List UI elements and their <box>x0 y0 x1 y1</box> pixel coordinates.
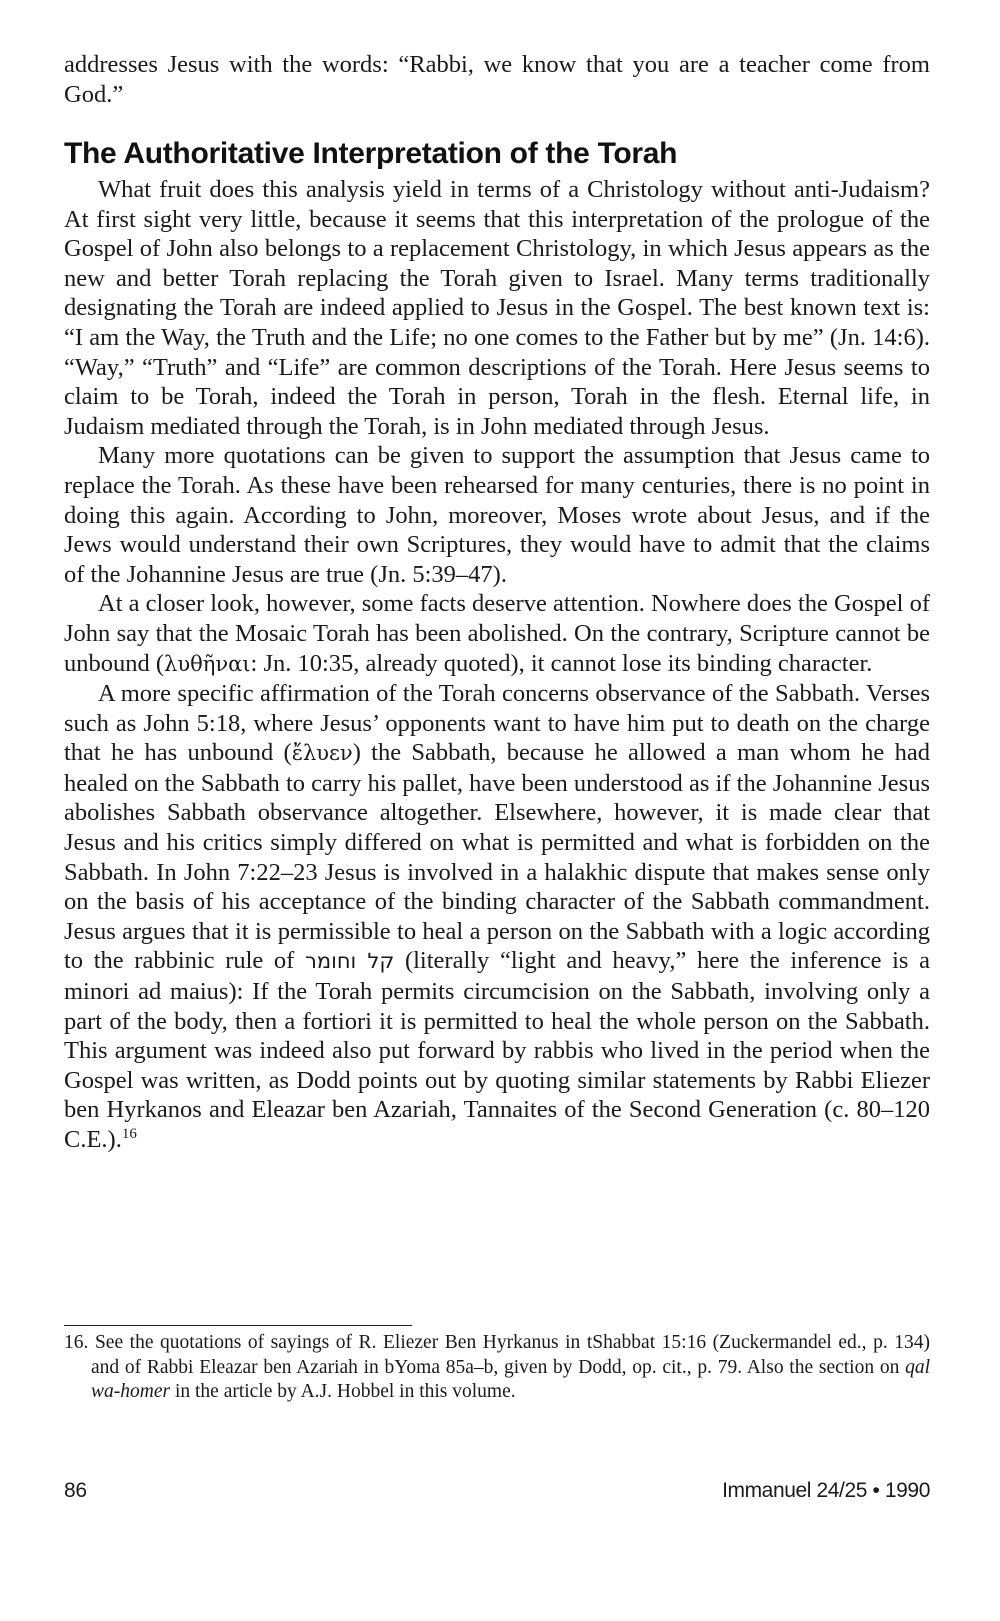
paragraph-3-text-b: : Jn. 10:35, already quoted), it cannot lose its binding character. <box>250 649 873 677</box>
footnote-16 <box>64 1331 930 1405</box>
paragraph-2: Many more quotations can be given to support the assumption that Jesus came to replace the Torah. As these have been rehearsed for many centuries, there is no point in doing this again. According to John, moreover, Moses wrote about Jesus, and if the Jews would understand their own Scriptures, they would have to admit that the claims of the Johannine Jesus are true (Jn. 5:39–47). <box>64 442 930 588</box>
footnote-italic-term: qal wa-homer <box>91 1356 930 1403</box>
section-heading: The Authoritative Interpretation of the Torah <box>64 137 678 170</box>
paragraph-4-text-c: (literally “light and heavy,” here the inference is a minori ad maius): If the Torah permits circumcision on the Sabbath, involving only a part of the body, then a fortiori it is permitted to heal the whole person on the Sabbath. This argument was indeed also put forward by rabbis who lived in the period when the Gospel was written, as Dodd points out by quoting similar statements by Rabbi Eliezer ben Hyrkanos and Eleazar ben Azariah, Tannaites of the Second Generation (c. 80–120 C.E.). <box>64 947 930 1153</box>
greek-word-lythenai: λυθῆναι <box>164 651 251 676</box>
footnote-reference: 16 <box>121 1125 137 1142</box>
paragraph-4-text-b: ) the Sabbath, because he allowed a man whom he had healed on the Sabbath to carry his pallet, have been understood as if the Johannine Jesus abolishes Sabbath observance altogether. Elsewhere, however, it is made clear that Jesus and his critics simply differed on what is permitted and what is forbidden on the Sabbath. In John 7:22–23 Jesus is involved in a halakhic dispute that makes sense only on the basis of his acceptance of the binding character of the Sabbath commandment. Jesus argues that it is permissible to heal a person on the Sabbath with a logic according to the rabbinic rule of <box>64 739 930 975</box>
main-text-block <box>64 175 930 1155</box>
footnote-text-a: See the quotations of sayings of R. Eliezer Ben Hyrkanus in tShabbat 15:16 (Zuckermandel ed., p. 134) and of Rabbi Eleazar ben Azariah in bYoma 85a–b, given by Dodd, op. cit., p. 79. Also the section on <box>88 1332 930 1378</box>
intro-paragraph-block <box>64 50 930 109</box>
footnote-divider <box>64 1325 412 1326</box>
footnote-block <box>64 1331 930 1405</box>
footnote-number: 16. <box>64 1332 89 1353</box>
intro-paragraph: addresses Jesus with the words: “Rabbi, we know that you are a teacher come from God.” <box>64 51 930 108</box>
footnote-text-b: in the article by A.J. Hobbel in this volume. <box>170 1381 516 1403</box>
paragraph-4-text-a: A more specific affirmation of the Torah concerns observance of the Sabbath. Verses such as John 5:18, where Jesus’ opponents want to have him put to death on the charge that he has unbound ( <box>64 680 930 767</box>
greek-word-elyen: ἔλυεν <box>291 741 353 766</box>
page-number: 86 <box>64 1479 87 1502</box>
journal-info: Immanuel 24/25 • 1990 <box>722 1479 930 1502</box>
paragraph-3 <box>64 589 930 679</box>
paragraph-1: What fruit does this analysis yield in terms of a Christology without anti-Judaism? At first sight very little, because it seems that this interpretation of the prologue of the Gospel of John also belongs to a replacement Christology, in which Jesus appears as the new and better Torah replacing the Torah given to Israel. Many terms traditionally designating the Torah are indeed applied to Jesus in the Gospel. The best known text is: “I am the Way, the Truth and the Life; no one comes to the Father but by me” (Jn. 14:6). “Way,” “Truth” and “Life” are common descriptions of the Torah. Here Jesus seems to claim to be Torah, indeed the Torah in person, Torah in the flesh. Eternal life, in Judaism mediated through the Torah, is in John mediated through Jesus. <box>64 176 930 440</box>
paragraph-3-text-a: At a closer look, however, some facts deserve attention. Nowhere does the Gospel of John say that the Mosaic Torah has been abolished. On the contrary, Scripture cannot be unbound ( <box>64 590 930 677</box>
paragraph-4 <box>64 679 930 1155</box>
hebrew-phrase-qal-wahomer: קל וחומר <box>305 949 395 974</box>
